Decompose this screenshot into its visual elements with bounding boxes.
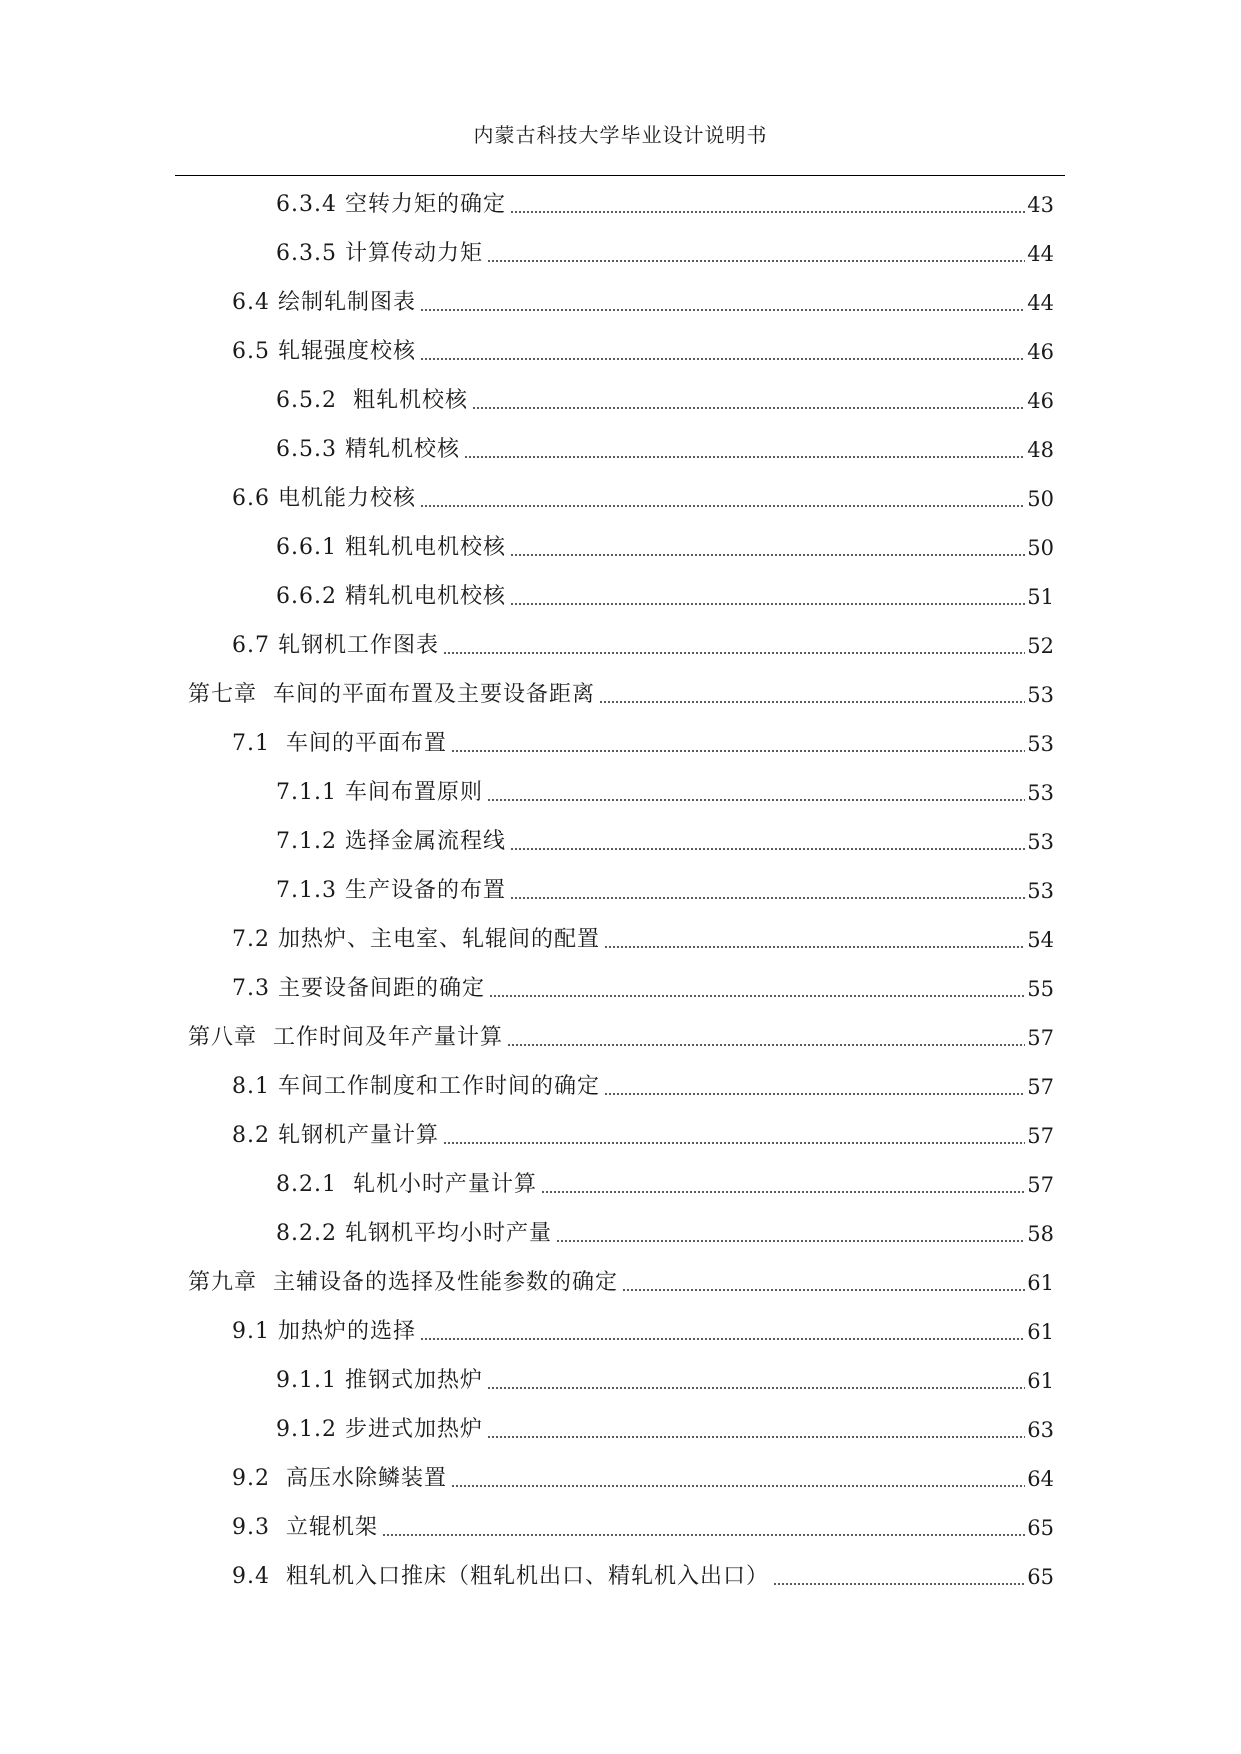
toc-page-number: 61	[1027, 1368, 1054, 1393]
header-divider	[175, 175, 1065, 176]
toc-entry-title: 7.3 主要设备间距的确定	[232, 975, 485, 1001]
toc-page-number: 63	[1027, 1417, 1054, 1442]
toc-entry-title: 7.1.2 选择金属流程线	[276, 828, 506, 854]
toc-entry[interactable]	[232, 1454, 1054, 1503]
toc-entry-title: 9.1 加热炉的选择	[232, 1318, 416, 1344]
toc-entry[interactable]	[232, 474, 1054, 523]
toc-dot-leader	[489, 976, 1025, 1002]
toc-entry[interactable]	[188, 1258, 1054, 1307]
toc-dot-leader	[773, 1564, 1025, 1590]
toc-entry[interactable]	[232, 1307, 1054, 1356]
toc-dot-leader	[420, 339, 1025, 365]
toc-page-number: 57	[1027, 1074, 1054, 1099]
toc-entry[interactable]	[232, 1062, 1054, 1111]
toc-page-number: 44	[1027, 290, 1054, 315]
toc-page-number: 53	[1027, 878, 1054, 903]
toc-entry-title: 7.1 车间的平面布置	[232, 730, 447, 756]
toc-dot-leader	[510, 535, 1025, 561]
toc-entry[interactable]	[276, 1405, 1054, 1454]
toc-page-number: 57	[1027, 1123, 1054, 1148]
toc-entry[interactable]	[276, 768, 1054, 817]
toc-page-number: 52	[1027, 633, 1054, 658]
toc-dot-leader	[472, 388, 1025, 414]
toc-page-number: 44	[1027, 241, 1054, 266]
toc-dot-leader	[604, 927, 1025, 953]
toc-page-number: 53	[1027, 780, 1054, 805]
toc-dot-leader	[556, 1221, 1025, 1247]
toc-page-number: 46	[1027, 388, 1054, 413]
toc-entry-title: 6.5.3 精轧机校核	[276, 436, 460, 462]
toc-dot-leader	[487, 780, 1025, 806]
toc-entry[interactable]	[188, 670, 1054, 719]
toc-page-number: 54	[1027, 927, 1054, 952]
toc-entry-title: 6.7 轧钢机工作图表	[232, 632, 439, 658]
toc-dot-leader	[510, 829, 1025, 855]
toc-dot-leader	[382, 1515, 1025, 1541]
toc-entry[interactable]	[276, 229, 1054, 278]
toc-entry[interactable]	[188, 1013, 1054, 1062]
toc-entry[interactable]	[232, 1503, 1054, 1552]
toc-entry-title: 6.4 绘制轧制图表	[232, 289, 416, 315]
toc-entry[interactable]	[232, 915, 1054, 964]
toc-dot-leader	[420, 290, 1025, 316]
toc-entry[interactable]	[232, 1111, 1054, 1160]
toc-dot-leader	[510, 878, 1025, 904]
toc-page-number: 53	[1027, 829, 1054, 854]
toc-page-number: 51	[1027, 584, 1054, 609]
toc-page-number: 53	[1027, 731, 1054, 756]
toc-dot-leader	[420, 486, 1025, 512]
toc-dot-leader	[443, 633, 1025, 659]
toc-page-number: 57	[1027, 1172, 1054, 1197]
toc-dot-leader	[443, 1123, 1025, 1149]
toc-entry-title: 6.3.4 空转力矩的确定	[276, 191, 506, 217]
toc-entry-title: 8.2.2 轧钢机平均小时产量	[276, 1220, 552, 1246]
toc-entry-title: 第七章 车间的平面布置及主要设备距离	[188, 681, 595, 707]
toc-entry[interactable]	[276, 572, 1054, 621]
toc-entry[interactable]	[276, 523, 1054, 572]
toc-entry-title: 7.1.1 车间布置原则	[276, 779, 483, 805]
toc-page-number: 48	[1027, 437, 1054, 462]
toc-entry-title: 6.6 电机能力校核	[232, 485, 416, 511]
toc-entry-title: 8.1 车间工作制度和工作时间的确定	[232, 1073, 600, 1099]
toc-entry[interactable]	[276, 866, 1054, 915]
toc-entry-title: 第九章 主辅设备的选择及性能参数的确定	[188, 1269, 618, 1295]
toc-entry-title: 9.4 粗轧机入口推床（粗轧机出口、精轧机入出口）	[232, 1563, 769, 1589]
toc-dot-leader	[420, 1319, 1025, 1345]
toc-entry-title: 9.1.2 步进式加热炉	[276, 1416, 483, 1442]
toc-entry-title: 9.3 立辊机架	[232, 1514, 378, 1540]
toc-page-number: 50	[1027, 486, 1054, 511]
toc-page-number: 50	[1027, 535, 1054, 560]
toc-entry[interactable]	[276, 1160, 1054, 1209]
toc-page-number: 65	[1027, 1564, 1054, 1589]
toc-entry-title: 9.2 高压水除鳞装置	[232, 1465, 447, 1491]
toc-dot-leader	[510, 192, 1025, 218]
toc-entry-title: 9.1.1 推钢式加热炉	[276, 1367, 483, 1393]
toc-page-number: 43	[1027, 192, 1054, 217]
toc-entry[interactable]	[276, 425, 1054, 474]
toc-dot-leader	[510, 584, 1025, 610]
toc-page-number: 57	[1027, 1025, 1054, 1050]
toc-dot-leader	[451, 1466, 1025, 1492]
toc-entry[interactable]	[276, 817, 1054, 866]
toc-entry-title: 7.2 加热炉、主电室、轧辊间的配置	[232, 926, 600, 952]
toc-dot-leader	[622, 1270, 1025, 1296]
toc-entry[interactable]	[232, 1552, 1054, 1601]
toc-dot-leader	[451, 731, 1025, 757]
toc-entry-title: 8.2 轧钢机产量计算	[232, 1122, 439, 1148]
toc-entry-title: 6.6.1 粗轧机电机校核	[276, 534, 506, 560]
toc-dot-leader	[507, 1025, 1025, 1051]
toc-entry[interactable]	[276, 180, 1054, 229]
toc-dot-leader	[604, 1074, 1025, 1100]
toc-entry[interactable]	[232, 327, 1054, 376]
toc-entry[interactable]	[276, 376, 1054, 425]
toc-dot-leader	[487, 241, 1025, 267]
toc-dot-leader	[599, 682, 1025, 708]
toc-dot-leader	[464, 437, 1025, 463]
toc-page-number: 55	[1027, 976, 1054, 1001]
toc-entry-title: 6.5 轧辊强度校核	[232, 338, 416, 364]
toc-entry[interactable]	[232, 278, 1054, 327]
toc-page-number: 65	[1027, 1515, 1054, 1540]
page-header-title: 内蒙古科技大学毕业设计说明书	[473, 123, 768, 147]
toc-entry-title: 8.2.1 轧机小时产量计算	[276, 1171, 537, 1197]
toc-page-number: 46	[1027, 339, 1054, 364]
toc-entry[interactable]	[232, 719, 1054, 768]
toc-entry-title: 6.3.5 计算传动力矩	[276, 240, 483, 266]
toc-entry[interactable]	[276, 1209, 1054, 1258]
toc-entry[interactable]	[232, 621, 1054, 670]
toc-page-number: 53	[1027, 682, 1054, 707]
toc-page-number: 64	[1027, 1466, 1054, 1491]
toc-entry-title: 6.6.2 精轧机电机校核	[276, 583, 506, 609]
toc-dot-leader	[487, 1417, 1025, 1443]
toc-dot-leader	[541, 1172, 1025, 1198]
toc-entry-title: 第八章 工作时间及年产量计算	[188, 1024, 503, 1050]
toc-entry-title: 6.5.2 粗轧机校核	[276, 387, 468, 413]
toc-entry[interactable]	[276, 1356, 1054, 1405]
toc-entry[interactable]	[232, 964, 1054, 1013]
toc-page-number: 61	[1027, 1270, 1054, 1295]
toc-page-number: 58	[1027, 1221, 1054, 1246]
toc-page-number: 61	[1027, 1319, 1054, 1344]
toc-dot-leader	[487, 1368, 1025, 1394]
toc-entry-title: 7.1.3 生产设备的布置	[276, 877, 506, 903]
